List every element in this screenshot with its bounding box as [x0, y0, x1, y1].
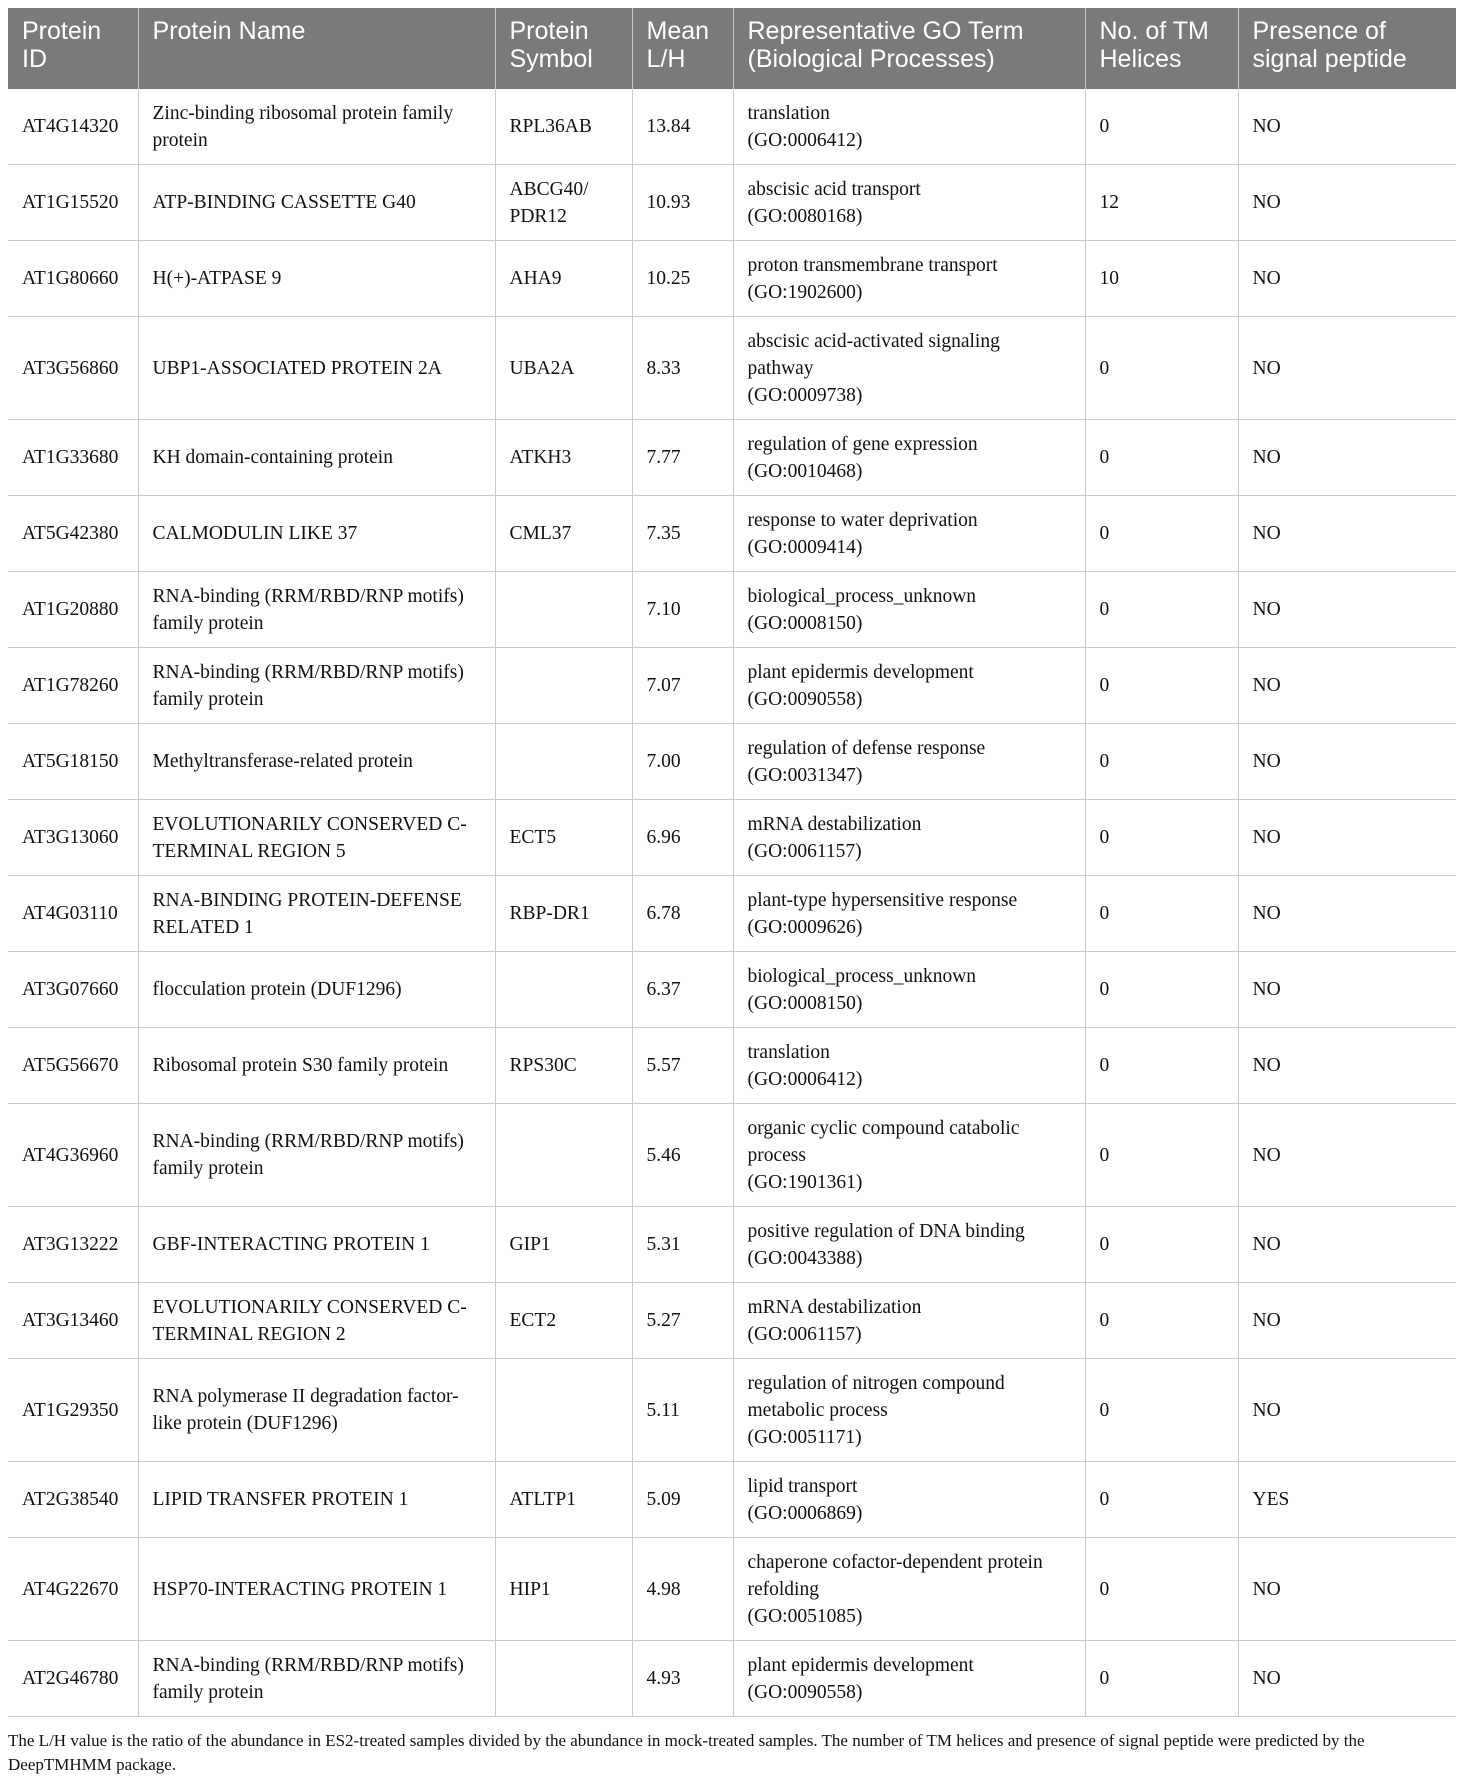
cell-protein-symbol: ECT2 [495, 1283, 632, 1359]
go-term-text: mRNA destabilization [747, 1296, 922, 1318]
go-id: (GO:0031347) [747, 764, 863, 786]
go-id: (GO:0008150) [747, 612, 863, 634]
go-id: (GO:0090558) [747, 688, 863, 710]
cell-tm-helices: 0 [1085, 648, 1238, 724]
cell-protein-symbol: ATKH3 [495, 420, 632, 496]
cell-protein-id: AT4G36960 [8, 1104, 138, 1207]
cell-protein-name: KH domain-containing protein [138, 420, 495, 496]
cell-mean-lh: 7.00 [632, 724, 733, 800]
cell-go-term [733, 496, 1085, 572]
go-id: (GO:0043388) [747, 1247, 863, 1269]
header-row [8, 8, 1456, 89]
protein-table [8, 8, 1456, 1717]
cell-tm-helices: 0 [1085, 1359, 1238, 1462]
cell-go-term [733, 1283, 1085, 1359]
cell-signal-peptide: NO [1238, 317, 1456, 420]
cell-protein-name: EVOLUTIONARILY CONSERVED C-TERMINAL REGION 5 [138, 800, 495, 876]
cell-go-term [733, 1104, 1085, 1207]
cell-go-term [733, 1538, 1085, 1641]
cell-protein-id: AT3G56860 [8, 317, 138, 420]
cell-protein-id: AT5G18150 [8, 724, 138, 800]
cell-protein-symbol [495, 952, 632, 1028]
cell-go-term [733, 952, 1085, 1028]
cell-tm-helices: 0 [1085, 1462, 1238, 1538]
cell-tm-helices: 0 [1085, 800, 1238, 876]
go-term-text: organic cyclic compound catabolic [747, 1117, 1020, 1139]
table-row [8, 420, 1456, 496]
cell-mean-lh: 4.98 [632, 1538, 733, 1641]
cell-protein-name: RNA-binding (RRM/RBD/RNP motifs) family protein [138, 1641, 495, 1717]
table-row [8, 241, 1456, 317]
cell-go-term [733, 1359, 1085, 1462]
cell-go-term [733, 1641, 1085, 1717]
go-term-text: proton transmembrane transport [747, 254, 998, 276]
cell-protein-symbol: ECT5 [495, 800, 632, 876]
cell-signal-peptide: NO [1238, 876, 1456, 952]
cell-go-term [733, 648, 1085, 724]
cell-protein-symbol: HIP1 [495, 1538, 632, 1641]
cell-signal-peptide: NO [1238, 572, 1456, 648]
go-term-text: translation [747, 102, 830, 124]
go-id: (GO:0051171) [747, 1426, 862, 1448]
column-header-line: Mean [646, 17, 710, 45]
cell-protein-id: AT3G13222 [8, 1207, 138, 1283]
cell-mean-lh: 6.78 [632, 876, 733, 952]
table-row [8, 952, 1456, 1028]
table-container [8, 8, 1456, 1717]
table-footnote: The L/H value is the ratio of the abundance in ES2-treated samples divided by the abundance in mock-treated samples. The number of TM helices and presence of signal peptide were predicted by the DeepTMHMM package. [8, 1731, 1365, 1774]
cell-mean-lh: 10.93 [632, 165, 733, 241]
cell-go-term [733, 800, 1085, 876]
go-term-text: plant epidermis development [747, 661, 974, 683]
go-term-text: biological_process_unknown [747, 585, 977, 607]
cell-protein-symbol [495, 724, 632, 800]
cell-protein-name: RNA-binding (RRM/RBD/RNP motifs) family protein [138, 648, 495, 724]
table-row [8, 165, 1456, 241]
column-header-line: Protein [22, 17, 102, 45]
column-header-line: Presence of [1252, 17, 1386, 45]
cell-protein-id: AT1G20880 [8, 572, 138, 648]
cell-tm-helices: 0 [1085, 1028, 1238, 1104]
go-term-text: refolding [747, 1578, 819, 1600]
column-header-protein-id [8, 8, 138, 89]
cell-mean-lh: 10.25 [632, 241, 733, 317]
cell-tm-helices: 0 [1085, 952, 1238, 1028]
go-term-text: mRNA destabilization [747, 813, 922, 835]
cell-tm-helices: 10 [1085, 241, 1238, 317]
table-row [8, 496, 1456, 572]
cell-go-term [733, 572, 1085, 648]
go-term-text: response to water deprivation [747, 509, 978, 531]
cell-signal-peptide: NO [1238, 648, 1456, 724]
column-header-mean-lh [632, 8, 733, 89]
cell-protein-id: AT4G22670 [8, 1538, 138, 1641]
go-id: (GO:0009414) [747, 536, 863, 558]
table-row [8, 1028, 1456, 1104]
column-header-line: Protein [509, 17, 589, 45]
go-id: (GO:0006869) [747, 1502, 863, 1524]
cell-protein-id: AT3G07660 [8, 952, 138, 1028]
cell-tm-helices: 0 [1085, 876, 1238, 952]
cell-signal-peptide: NO [1238, 1538, 1456, 1641]
go-id: (GO:0006412) [747, 1068, 863, 1090]
cell-protein-name: EVOLUTIONARILY CONSERVED C-TERMINAL REGION 2 [138, 1283, 495, 1359]
cell-go-term [733, 724, 1085, 800]
table-body [8, 89, 1456, 1717]
cell-protein-symbol: ATLTP1 [495, 1462, 632, 1538]
go-id: (GO:0008150) [747, 992, 863, 1014]
table-row [8, 1641, 1456, 1717]
cell-tm-helices: 0 [1085, 496, 1238, 572]
cell-protein-id: AT2G46780 [8, 1641, 138, 1717]
cell-signal-peptide: NO [1238, 420, 1456, 496]
cell-protein-id: AT1G33680 [8, 420, 138, 496]
column-header-line: No. of TM [1099, 17, 1209, 45]
cell-signal-peptide: NO [1238, 165, 1456, 241]
cell-mean-lh: 7.35 [632, 496, 733, 572]
cell-protein-id: AT3G13460 [8, 1283, 138, 1359]
go-id: (GO:0090558) [747, 1681, 863, 1703]
cell-protein-symbol: UBA2A [495, 317, 632, 420]
cell-mean-lh: 6.37 [632, 952, 733, 1028]
cell-protein-id: AT5G42380 [8, 496, 138, 572]
column-header-tm-helices [1085, 8, 1238, 89]
cell-protein-name: ATP-BINDING CASSETTE G40 [138, 165, 495, 241]
cell-mean-lh: 6.96 [632, 800, 733, 876]
cell-protein-name: RNA polymerase II degradation factor-like protein (DUF1296) [138, 1359, 495, 1462]
cell-protein-symbol: ABCG40/ PDR12 [495, 165, 632, 241]
cell-protein-id: AT1G15520 [8, 165, 138, 241]
cell-signal-peptide: NO [1238, 1359, 1456, 1462]
go-id: (GO:0009738) [747, 384, 863, 406]
cell-tm-helices: 0 [1085, 317, 1238, 420]
cell-protein-name: Ribosomal protein S30 family protein [138, 1028, 495, 1104]
cell-signal-peptide: NO [1238, 1283, 1456, 1359]
go-term-text: plant epidermis development [747, 1654, 974, 1676]
go-term-text: regulation of gene expression [747, 433, 978, 455]
go-term-text: translation [747, 1041, 830, 1063]
go-term-text: regulation of defense response [747, 737, 986, 759]
cell-protein-name: RNA-BINDING PROTEIN-DEFENSE RELATED 1 [138, 876, 495, 952]
cell-protein-name: CALMODULIN LIKE 37 [138, 496, 495, 572]
cell-signal-peptide: NO [1238, 1207, 1456, 1283]
go-id: (GO:1901361) [747, 1171, 863, 1193]
cell-protein-symbol [495, 1104, 632, 1207]
cell-protein-symbol: CML37 [495, 496, 632, 572]
cell-protein-name: LIPID TRANSFER PROTEIN 1 [138, 1462, 495, 1538]
table-row [8, 1207, 1456, 1283]
table-row [8, 1538, 1456, 1641]
cell-go-term [733, 420, 1085, 496]
table-row [8, 724, 1456, 800]
table-row [8, 648, 1456, 724]
cell-protein-name: RNA-binding (RRM/RBD/RNP motifs) family protein [138, 572, 495, 648]
cell-mean-lh: 5.57 [632, 1028, 733, 1104]
go-term-text: plant-type hypersensitive response [747, 889, 1018, 911]
cell-signal-peptide: NO [1238, 952, 1456, 1028]
cell-go-term [733, 165, 1085, 241]
go-term-text: abscisic acid-activated signaling [747, 330, 1000, 352]
cell-protein-symbol: AHA9 [495, 241, 632, 317]
cell-protein-name: Methyltransferase-related protein [138, 724, 495, 800]
cell-mean-lh: 7.77 [632, 420, 733, 496]
cell-go-term [733, 1028, 1085, 1104]
cell-mean-lh: 13.84 [632, 89, 733, 165]
cell-protein-name: GBF-INTERACTING PROTEIN 1 [138, 1207, 495, 1283]
go-id: (GO:0051085) [747, 1605, 863, 1627]
column-header-line: L/H [646, 45, 686, 73]
cell-tm-helices: 0 [1085, 1104, 1238, 1207]
cell-protein-name: H(+)-ATPASE 9 [138, 241, 495, 317]
go-id: (GO:0009626) [747, 916, 863, 938]
column-header-signal-peptide [1238, 8, 1456, 89]
go-term-text: positive regulation of DNA binding [747, 1220, 1025, 1242]
cell-protein-symbol: GIP1 [495, 1207, 632, 1283]
column-header-line: Helices [1099, 45, 1182, 73]
cell-mean-lh: 5.46 [632, 1104, 733, 1207]
cell-protein-id: AT5G56670 [8, 1028, 138, 1104]
cell-protein-name: flocculation protein (DUF1296) [138, 952, 495, 1028]
table-row [8, 1359, 1456, 1462]
table-row [8, 317, 1456, 420]
cell-protein-id: AT1G78260 [8, 648, 138, 724]
go-id: (GO:0080168) [747, 205, 863, 227]
cell-signal-peptide: NO [1238, 496, 1456, 572]
column-header-line: signal peptide [1252, 45, 1407, 73]
table-row [8, 572, 1456, 648]
cell-mean-lh: 7.10 [632, 572, 733, 648]
cell-protein-id: AT2G38540 [8, 1462, 138, 1538]
cell-protein-symbol [495, 1359, 632, 1462]
cell-tm-helices: 0 [1085, 1538, 1238, 1641]
cell-go-term [733, 317, 1085, 420]
cell-signal-peptide: NO [1238, 1641, 1456, 1717]
table-row [8, 1462, 1456, 1538]
go-term-text: regulation of nitrogen compound [747, 1372, 1005, 1394]
cell-mean-lh: 4.93 [632, 1641, 733, 1717]
table-row [8, 800, 1456, 876]
cell-tm-helices: 0 [1085, 1207, 1238, 1283]
go-id: (GO:1902600) [747, 281, 863, 303]
cell-go-term [733, 1462, 1085, 1538]
go-term-text: process [747, 1144, 806, 1166]
cell-protein-name: RNA-binding (RRM/RBD/RNP motifs) family protein [138, 1104, 495, 1207]
column-header-line: Protein Name [152, 17, 306, 45]
go-id: (GO:0010468) [747, 460, 863, 482]
go-id: (GO:0006412) [747, 129, 863, 151]
cell-protein-name: HSP70-INTERACTING PROTEIN 1 [138, 1538, 495, 1641]
cell-tm-helices: 0 [1085, 1283, 1238, 1359]
cell-signal-peptide: NO [1238, 1104, 1456, 1207]
cell-tm-helices: 0 [1085, 572, 1238, 648]
cell-protein-name: UBP1-ASSOCIATED PROTEIN 2A [138, 317, 495, 420]
column-header-line: (Biological Processes) [747, 45, 995, 73]
cell-signal-peptide: NO [1238, 89, 1456, 165]
cell-mean-lh: 5.31 [632, 1207, 733, 1283]
cell-protein-id: AT1G80660 [8, 241, 138, 317]
cell-mean-lh: 7.07 [632, 648, 733, 724]
cell-protein-symbol: RPL36AB [495, 89, 632, 165]
cell-protein-name: Zinc-binding ribosomal protein family protein [138, 89, 495, 165]
cell-go-term [733, 876, 1085, 952]
cell-signal-peptide: YES [1238, 1462, 1456, 1538]
cell-signal-peptide: NO [1238, 1028, 1456, 1104]
cell-tm-helices: 0 [1085, 724, 1238, 800]
table-row [8, 876, 1456, 952]
cell-tm-helices: 0 [1085, 1641, 1238, 1717]
column-header-line: Symbol [509, 45, 593, 73]
cell-tm-helices: 0 [1085, 89, 1238, 165]
go-id: (GO:0061157) [747, 840, 862, 862]
cell-protein-symbol: RBP-DR1 [495, 876, 632, 952]
cell-tm-helices: 12 [1085, 165, 1238, 241]
cell-go-term [733, 241, 1085, 317]
go-term-text: pathway [747, 357, 814, 379]
cell-go-term [733, 1207, 1085, 1283]
cell-mean-lh: 8.33 [632, 317, 733, 420]
go-term-text: metabolic process [747, 1399, 888, 1421]
cell-protein-id: AT4G03110 [8, 876, 138, 952]
column-header-line: ID [22, 45, 47, 73]
cell-protein-symbol [495, 1641, 632, 1717]
cell-signal-peptide: NO [1238, 724, 1456, 800]
cell-protein-id: AT4G14320 [8, 89, 138, 165]
go-term-text: biological_process_unknown [747, 965, 977, 987]
go-term-text: abscisic acid transport [747, 178, 921, 200]
cell-protein-symbol: RPS30C [495, 1028, 632, 1104]
go-id: (GO:0061157) [747, 1323, 862, 1345]
cell-protein-symbol [495, 648, 632, 724]
go-term-text: lipid transport [747, 1475, 858, 1497]
column-header-protein-symbol [495, 8, 632, 89]
table-row [8, 1283, 1456, 1359]
cell-signal-peptide: NO [1238, 241, 1456, 317]
cell-mean-lh: 5.11 [632, 1359, 733, 1462]
cell-signal-peptide: NO [1238, 800, 1456, 876]
column-header-go-term [733, 8, 1085, 89]
table-row [8, 89, 1456, 165]
cell-protein-id: AT3G13060 [8, 800, 138, 876]
cell-mean-lh: 5.09 [632, 1462, 733, 1538]
table-row [8, 1104, 1456, 1207]
cell-go-term [733, 89, 1085, 165]
cell-mean-lh: 5.27 [632, 1283, 733, 1359]
column-header-protein-name [138, 8, 495, 89]
go-term-text: chaperone cofactor-dependent protein [747, 1551, 1043, 1573]
cell-protein-symbol [495, 572, 632, 648]
cell-protein-id: AT1G29350 [8, 1359, 138, 1462]
cell-tm-helices: 0 [1085, 420, 1238, 496]
column-header-line: Representative GO Term [747, 17, 1024, 45]
